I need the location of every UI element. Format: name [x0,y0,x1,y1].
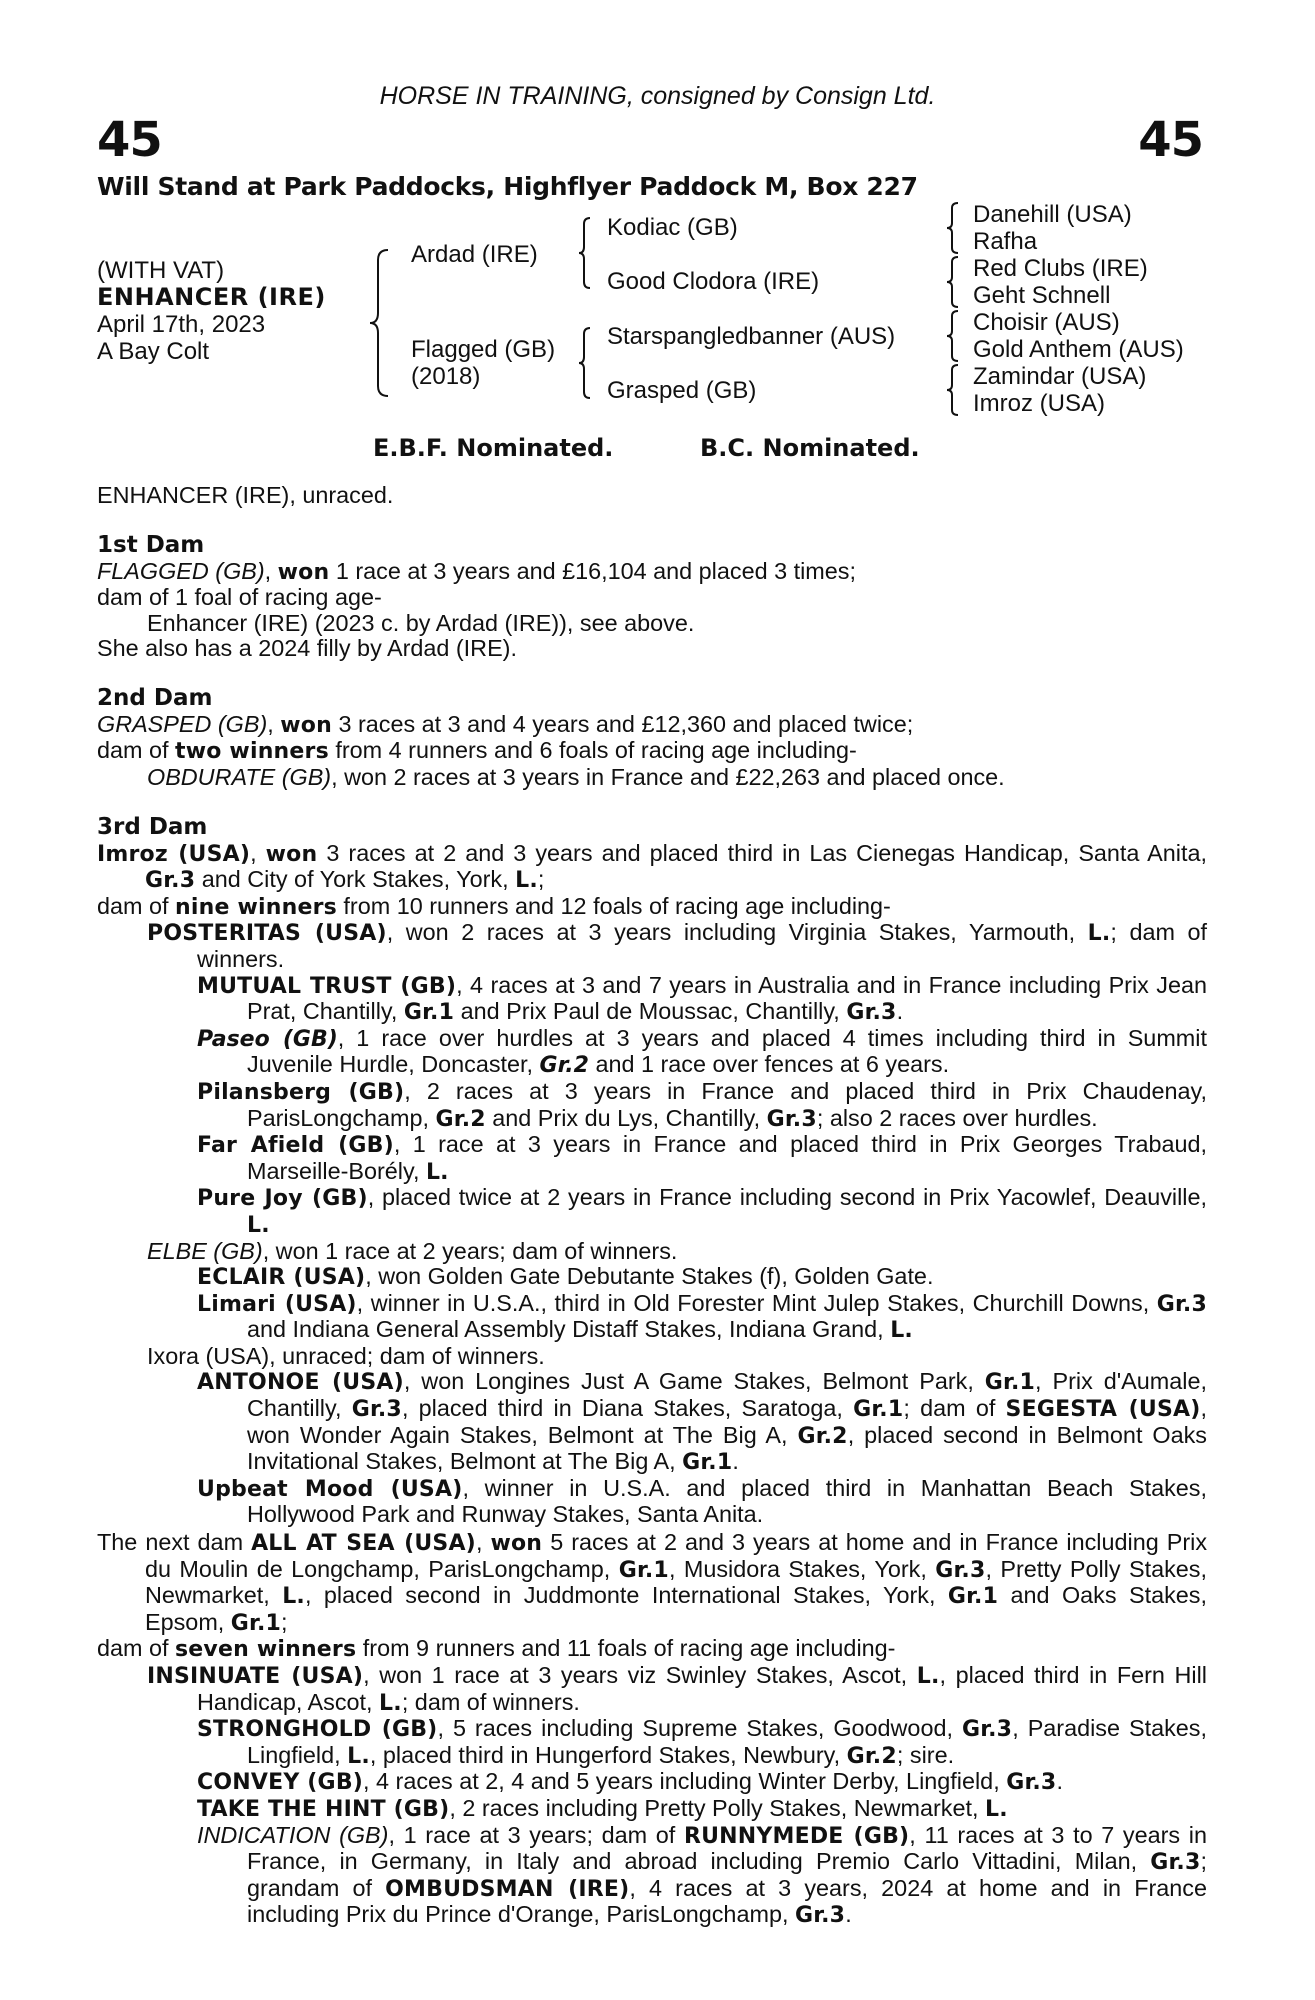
grade: Gr.2 [435,1106,486,1132]
obdurate-name: OBDURATE (GB) [147,763,332,790]
text: , won Longines Just A Game Stakes, Belmont Park, [403,1368,985,1395]
text: 5 races at 2 and 3 years at home and in France including Prix du Moulin de Longchamp, ParisLongchamp, [145,1529,1208,1582]
text: , winner in U.S.A., third in Old Forester Mint Julep Stakes, Churchill Downs, [356,1289,1157,1316]
elbe-entry [97,1239,1207,1265]
text: , 1 race at 3 years; dam of [388,1821,684,1848]
pilansberg-name: Pilansberg (GB) [197,1079,405,1105]
imroz-name: Imroz (USA) [97,841,251,867]
text: , won Wonder Again Stakes, Belmont at The Big A, [247,1395,1207,1448]
text: , won 1 race at 2 years; dam of winners. [262,1237,678,1264]
text: ; dam of winners. [197,919,1207,972]
eclair-name: ECLAIR (USA) [197,1265,366,1291]
text: dam of [97,737,176,764]
antonoe-name: ANTONOE (USA) [197,1370,404,1396]
pedigree-dam-sire: Starspangledbanner (AUS) [607,323,896,350]
won-label: won [280,712,332,738]
first-dam-name: FLAGGED (GB) [97,557,265,584]
winner-count: two winners [175,739,329,765]
text: , 2 races at 3 years in France and placed third in Prix Chaudenay, ParisLongchamp, [247,1077,1207,1131]
convey-entry [97,1769,1207,1796]
text: and Prix du Lys, Chantilly, [485,1104,767,1131]
text: , 1 race over hurdles at 3 years and placed 4 times including third in Summit Juvenile Hurdle, Doncaster, [247,1024,1207,1078]
antonoe-entry [97,1369,1207,1475]
grade: Gr.3 [794,1903,846,1929]
pedigree-sire-sire: Kodiac (GB) [607,214,738,241]
text: from 10 runners and 12 foals of racing age including- [336,892,891,919]
listed: L. [1087,921,1111,947]
runnymede-name: RUNNYMEDE (GB) [683,1823,910,1849]
pedigree-g1: Danehill (USA) [973,201,1132,228]
text: , 4 races at 2, 4 and 5 years including Winter Derby, Lingfield, [363,1768,1007,1795]
pure-joy-name: Pure Joy (GB) [197,1186,368,1212]
eclair-entry [97,1264,1207,1291]
second-dam-produce [97,738,1207,765]
pedigree-sire: Ardad (IRE) [411,241,538,268]
grade: Gr.2 [539,1053,589,1079]
posteritas-entry [97,920,1207,972]
grade: Gr.3 [766,1106,817,1132]
grade: Gr.2 [797,1423,848,1449]
text: , 1 race at 3 years in France and placed third in Prix Georges Trabaud, Marseille-Borély, [247,1131,1207,1184]
horse-name: ENHANCER (IRE) [97,283,326,311]
next-dam-section [97,1530,1207,1929]
posteritas-name: POSTERITAS (USA) [147,921,387,947]
text: dam of [97,1635,176,1662]
text: dam of [97,892,176,919]
text: , winner in U.S.A. and placed third in Manhattan Beach Stakes, Hollywood Park and Runway Stakes, Santa Anita. [247,1474,1207,1528]
text: and 1 race over fences at 6 years. [588,1051,950,1078]
text: , 2 races including Pretty Polly Stakes, Newmarket, [449,1794,985,1821]
listed: L. [379,1690,402,1716]
page-header-title: HORSE IN TRAINING, consigned by Consign Ltd. [379,82,936,110]
horse-details [97,257,326,365]
pedigree-g7: Zamindar (USA) [973,363,1147,390]
second-dam-heading: 2nd Dam [97,685,213,711]
grade: Gr.3 [1150,1850,1201,1876]
all-at-sea-entry [97,1530,1207,1636]
text: , 11 races at 3 to 7 years in France, in Germany, in Italy and abroad including Premio Carlo Vittadini, Milan, [247,1821,1207,1875]
bc-nomination: B.C. Nominated. [700,434,920,462]
text: ; dam of [903,1395,1006,1422]
separator: , [267,710,281,737]
first-dam-line [97,559,1207,586]
pedigree-dam: Flagged (GB) [411,336,556,363]
far-afield-name: Far Afield (GB) [197,1133,394,1159]
paseo-entry [97,1026,1207,1079]
text: , Pretty Polly Stakes, Newmarket, [145,1555,1207,1609]
paseo-name: Paseo (GB) [197,1026,338,1052]
segesta-name: SEGESTA (USA) [1005,1397,1201,1423]
stronghold-name: STRONGHOLD (GB) [197,1717,438,1743]
listed: L. [347,1743,370,1769]
pedigree-dam-dam: Grasped (GB) [607,377,757,404]
text: and Indiana General Assembly Distaff Stakes, Indiana Grand, [247,1316,891,1343]
pedigree-brace-g12 [946,201,960,255]
pure-joy-entry [97,1185,1207,1238]
pedigree-g2: Rafha [973,228,1038,255]
text: ; also 2 races over hurdles. [816,1104,1098,1131]
first-dam-offspring: Enhancer (IRE) (2023 c. by Ardad (IRE)), see above. [147,609,695,636]
pilansberg-entry [97,1079,1207,1132]
lot-number-left: 45 [97,112,162,168]
text: , 4 races at 3 and 7 years in Australia and in France including Prix Jean Prat, Chantilly, [247,971,1207,1025]
grade: Gr.1 [853,1397,904,1423]
obdurate-record: , won 2 races at 3 years in France and £22,263 and placed once. [331,763,1005,790]
grade: Gr.2 [846,1743,897,1769]
insinuate-name: INSINUATE (USA) [147,1663,364,1689]
text: , 4 races at 3 years, 2024 at home and in France including Prix du Prince d'Orange, ParisLongchamp, [247,1874,1207,1928]
grade: Gr.1 [947,1584,999,1610]
text: , placed second in Belmont Oaks Invitational Stakes, Belmont at The Big A, [247,1421,1207,1475]
listed: L. [247,1212,270,1238]
pedigree-brace-g78 [946,363,960,417]
text: , won Golden Gate Debutante Stakes (f), Golden Gate. [365,1263,934,1290]
indication-name: INDICATION (GB) [197,1821,389,1848]
take-the-hint-entry [97,1796,1207,1823]
text: 3 races at 2 and 3 years and placed third in Las Cienegas Handicap, Santa Anita, [317,839,1207,866]
elbe-name: ELBE (GB) [147,1237,263,1264]
separator: , [475,1529,491,1555]
text: and Oaks Stakes, Epsom, [145,1582,1208,1635]
race-record: ENHANCER (IRE), unraced. [97,482,394,508]
text: ; [537,866,545,893]
listed: L. [985,1796,1008,1822]
separator: , [264,557,278,584]
winner-count: nine winners [175,894,337,920]
grade: Gr.1 [984,1370,1036,1396]
text: The next dam [97,1529,252,1555]
vat-note: (WITH VAT) [97,257,225,284]
text: and Prix Paul de Moussac, Chantilly, [454,998,847,1025]
pedigree-g6: Gold Anthem (AUS) [973,336,1184,363]
text: , 5 races including Supreme Stakes, Goodwood, [437,1715,962,1742]
text: , won 1 race at 3 years viz Swinley Stakes, Ascot, [363,1661,917,1688]
pedigree-brace-main [368,248,390,398]
pedigree-g3: Red Clubs (IRE) [973,255,1148,282]
upbeat-mood-name: Upbeat Mood (USA) [197,1476,463,1502]
stronghold-entry [97,1716,1207,1769]
limari-name: Limari (USA) [197,1291,357,1317]
grade: Gr.3 [846,1000,897,1026]
pedigree-brace-g56 [946,309,960,363]
grade: Gr.1 [618,1557,669,1583]
all-at-sea-name: ALL AT SEA (USA) [251,1531,476,1556]
pedigree-brace-sire [578,216,592,290]
text: . [1056,1768,1063,1795]
text: , placed second in Juddmonte International Stakes, York, [304,1582,948,1609]
far-afield-entry [97,1132,1207,1185]
second-dam-section [97,686,1207,790]
obdurate-entry [97,765,1207,791]
text: , placed third in Diana Stakes, Saratoga, [401,1395,854,1422]
text: . [732,1448,739,1475]
pedigree-g4: Geht Schnell [973,282,1111,309]
grade: Gr.3 [1006,1770,1057,1796]
listed: L. [916,1663,940,1689]
listed: L. [890,1318,913,1344]
grade: Gr.3 [961,1717,1013,1743]
text: from 9 runners and 11 foals of racing age including- [356,1635,896,1662]
text: , Prix d'Aumale, Chantilly, [247,1368,1207,1422]
insinuate-entry [97,1663,1207,1716]
grade: Gr.3 [1156,1291,1207,1317]
first-dam-heading: 1st Dam [97,532,205,558]
indication-entry [97,1823,1207,1929]
text: , Musidora Stakes, York, [668,1555,936,1582]
foaling-date: April 17th, 2023 [97,311,266,338]
ebf-nomination: E.B.F. Nominated. [373,434,614,462]
text: ; grandam of [247,1848,1207,1901]
third-dam-heading: 3rd Dam [97,814,208,840]
ombudsman-name: OMBUDSMAN (IRE) [385,1876,630,1902]
second-dam-record: 3 races at 3 and 4 years and £12,360 and placed twice; [331,710,914,737]
first-dam-note: She also has a 2024 filly by Ardad (IRE). [97,635,517,662]
grade: Gr.3 [935,1557,986,1583]
text: , placed twice at 2 years in France including second in Prix Yacowlef, Deauville, [367,1184,1207,1211]
first-dam-foals: dam of 1 foal of racing age- [97,584,382,611]
mutual-trust-entry [97,973,1207,1026]
ixora-entry: Ixora (USA), unraced; dam of winners. [147,1342,545,1369]
pedigree-brace-g34 [946,255,960,309]
text: , Paradise Stakes, Lingfield, [247,1715,1207,1768]
grade: Gr.1 [230,1610,282,1636]
grade: Gr.3 [351,1397,402,1423]
text: ; [281,1608,288,1635]
second-dam-line [97,712,1207,739]
listed: L. [425,1159,449,1185]
grade: Gr.1 [682,1450,733,1476]
limari-entry [97,1291,1207,1344]
grade: Gr.1 [403,1000,455,1026]
first-dam-record: 1 race at 3 years and £16,104 and placed 3 times; [329,557,856,584]
pedigree-brace-dam [578,326,592,400]
separator: , [250,839,266,866]
upbeat-mood-entry [97,1476,1207,1528]
text: and City of York Stakes, York, [195,866,516,893]
won-label: won [490,1531,543,1556]
listed: L. [515,868,538,894]
pedigree-g8: Imroz (USA) [973,390,1105,417]
take-the-hint-name: TAKE THE HINT (GB) [197,1796,450,1822]
winner-count: seven winners [175,1637,357,1663]
text: ; dam of winners. [401,1688,580,1715]
horse-description: A Bay Colt [97,338,210,365]
imroz-produce [97,894,1207,921]
pedigree-dam-year: (2018) [411,363,481,390]
text: , won 2 races at 3 years including Virginia Stakes, Yarmouth, [386,919,1088,946]
second-dam-name: GRASPED (GB) [97,710,268,737]
first-dam-section [97,533,1207,662]
mutual-trust-name: MUTUAL TRUST (GB) [197,973,457,999]
grade: Gr.3 [145,868,196,894]
pedigree-sire-dam: Good Clodora (IRE) [607,268,820,295]
stand-location: Will Stand at Park Paddocks, Highflyer Paddock M, Box 227 [97,172,918,201]
text: ; sire. [896,1741,955,1768]
third-dam-section [97,815,1207,1528]
text: , placed third in Hungerford Stakes, Newbury, [369,1741,847,1768]
listed: L. [282,1584,305,1610]
convey-name: CONVEY (GB) [197,1770,364,1796]
text: . [845,1901,852,1928]
lot-number-right: 45 [1138,112,1203,168]
won-label: won [265,841,318,867]
text: , placed third in Fern Hill Handicap, Ascot, [197,1661,1207,1715]
imroz-entry [97,841,1207,894]
text: . [896,998,904,1025]
all-at-sea-produce [97,1636,1207,1663]
pedigree-g5: Choisir (AUS) [973,309,1120,336]
text: from 4 runners and 6 foals of racing age including- [328,737,857,764]
won-label: won [277,559,330,585]
